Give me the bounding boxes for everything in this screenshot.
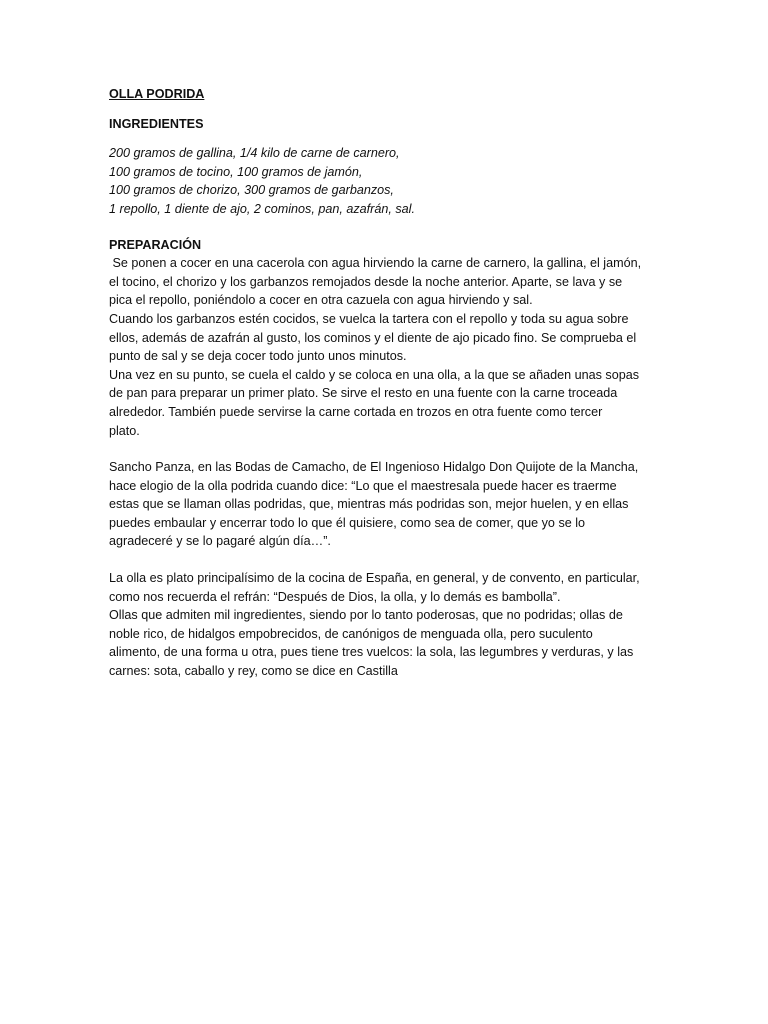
closing-paragraph <box>109 569 654 681</box>
quote-line: agradeceré y se lo pagaré algún día…”. <box>109 534 331 549</box>
ingredient-line: 200 gramos de gallina, 1/4 kilo de carne de carnero, <box>109 146 400 161</box>
preparation-line: el tocino, el chorizo y los garbanzos remojados desde la noche anterior. Aparte, se lava y se <box>109 274 623 289</box>
paragraph-spacer <box>109 440 654 458</box>
preparation-line: ellos, además de azafrán al gusto, los cominos y el diente de ajo picado fino. Se comprueba el <box>109 330 637 345</box>
preparation-line: Una vez en su punto, se cuela el caldo y se coloca en una olla, a la que se añaden unas sopas <box>109 367 640 382</box>
quote-line: puedes embaular y encerrar todo lo que él quisiere, como sea de comer, que yo se lo <box>109 515 586 530</box>
preparation-line: punto de sal y se deja cocer todo junto unos minutos. <box>109 349 407 364</box>
quote-line: hace elogio de la olla podrida cuando dice: “Lo que el maestresala puede hacer es traerme <box>109 478 617 493</box>
preparation-line: plato. <box>109 423 140 438</box>
preparation-line: de pan para preparar un primer plato. Se sirve el resto en una fuente con la carne troceada <box>109 386 618 401</box>
quote-line: estas que se llaman ollas podridas, que, mientras más podridas son, mejor huelen, y en ellas <box>109 497 629 512</box>
preparation-line: alrededor. También puede servirse la carne cortada en trozos en otra fuente como tercer <box>109 404 603 419</box>
ingredient-line: 100 gramos de tocino, 100 gramos de jamón, <box>109 164 363 179</box>
ingredient-line: 100 gramos de chorizo, 300 gramos de garbanzos, <box>109 183 394 198</box>
preparation-line: Cuando los garbanzos estén cocidos, se vuelca la tartera con el repollo y toda su agua sobre <box>109 311 629 326</box>
quote-paragraph <box>109 458 654 551</box>
quote-line: Sancho Panza, en las Bodas de Camacho, de El Ingenioso Hidalgo Don Quijote de la Mancha, <box>109 460 639 475</box>
closing-line: La olla es plato principalísimo de la cocina de España, en general, y de convento, en particular, <box>109 571 640 586</box>
ingredients-list <box>109 144 654 218</box>
closing-line: carnes: sota, caballo y rey, como se dice en Castilla <box>109 664 398 679</box>
preparation-line: Se ponen a cocer en una cacerola con agua hirviendo la carne de carnero, la gallina, el jamón, <box>109 256 642 271</box>
closing-line: noble rico, de hidalgos empobrecidos, de canónigos de menguada olla, pero suculento <box>109 626 593 641</box>
closing-line: como nos recuerda el refrán: “Después de Dios, la olla, y lo demás es bambolla”. <box>109 589 561 604</box>
preparation-heading: PREPARACIÓN <box>109 237 202 252</box>
preparation-text <box>109 254 654 440</box>
document-body <box>109 85 654 681</box>
paragraph-spacer <box>109 551 654 569</box>
ingredients-heading: INGREDIENTES <box>109 116 204 131</box>
preparation-line: pica el repollo, poniéndolo a cocer en otra cazuela con agua hirviendo y sal. <box>109 293 533 308</box>
closing-line: Ollas que admiten mil ingredientes, siendo por lo tanto poderosas, que no podridas; ollas de <box>109 608 623 623</box>
ingredient-line: 1 repollo, 1 diente de ajo, 2 cominos, pan, azafrán, sal. <box>109 201 415 216</box>
recipe-title: OLLA PODRIDA <box>109 87 205 101</box>
closing-line: alimento, de una forma u otra, pues tiene tres vuelcos: la sola, las legumbres y verduras, y las <box>109 645 634 660</box>
